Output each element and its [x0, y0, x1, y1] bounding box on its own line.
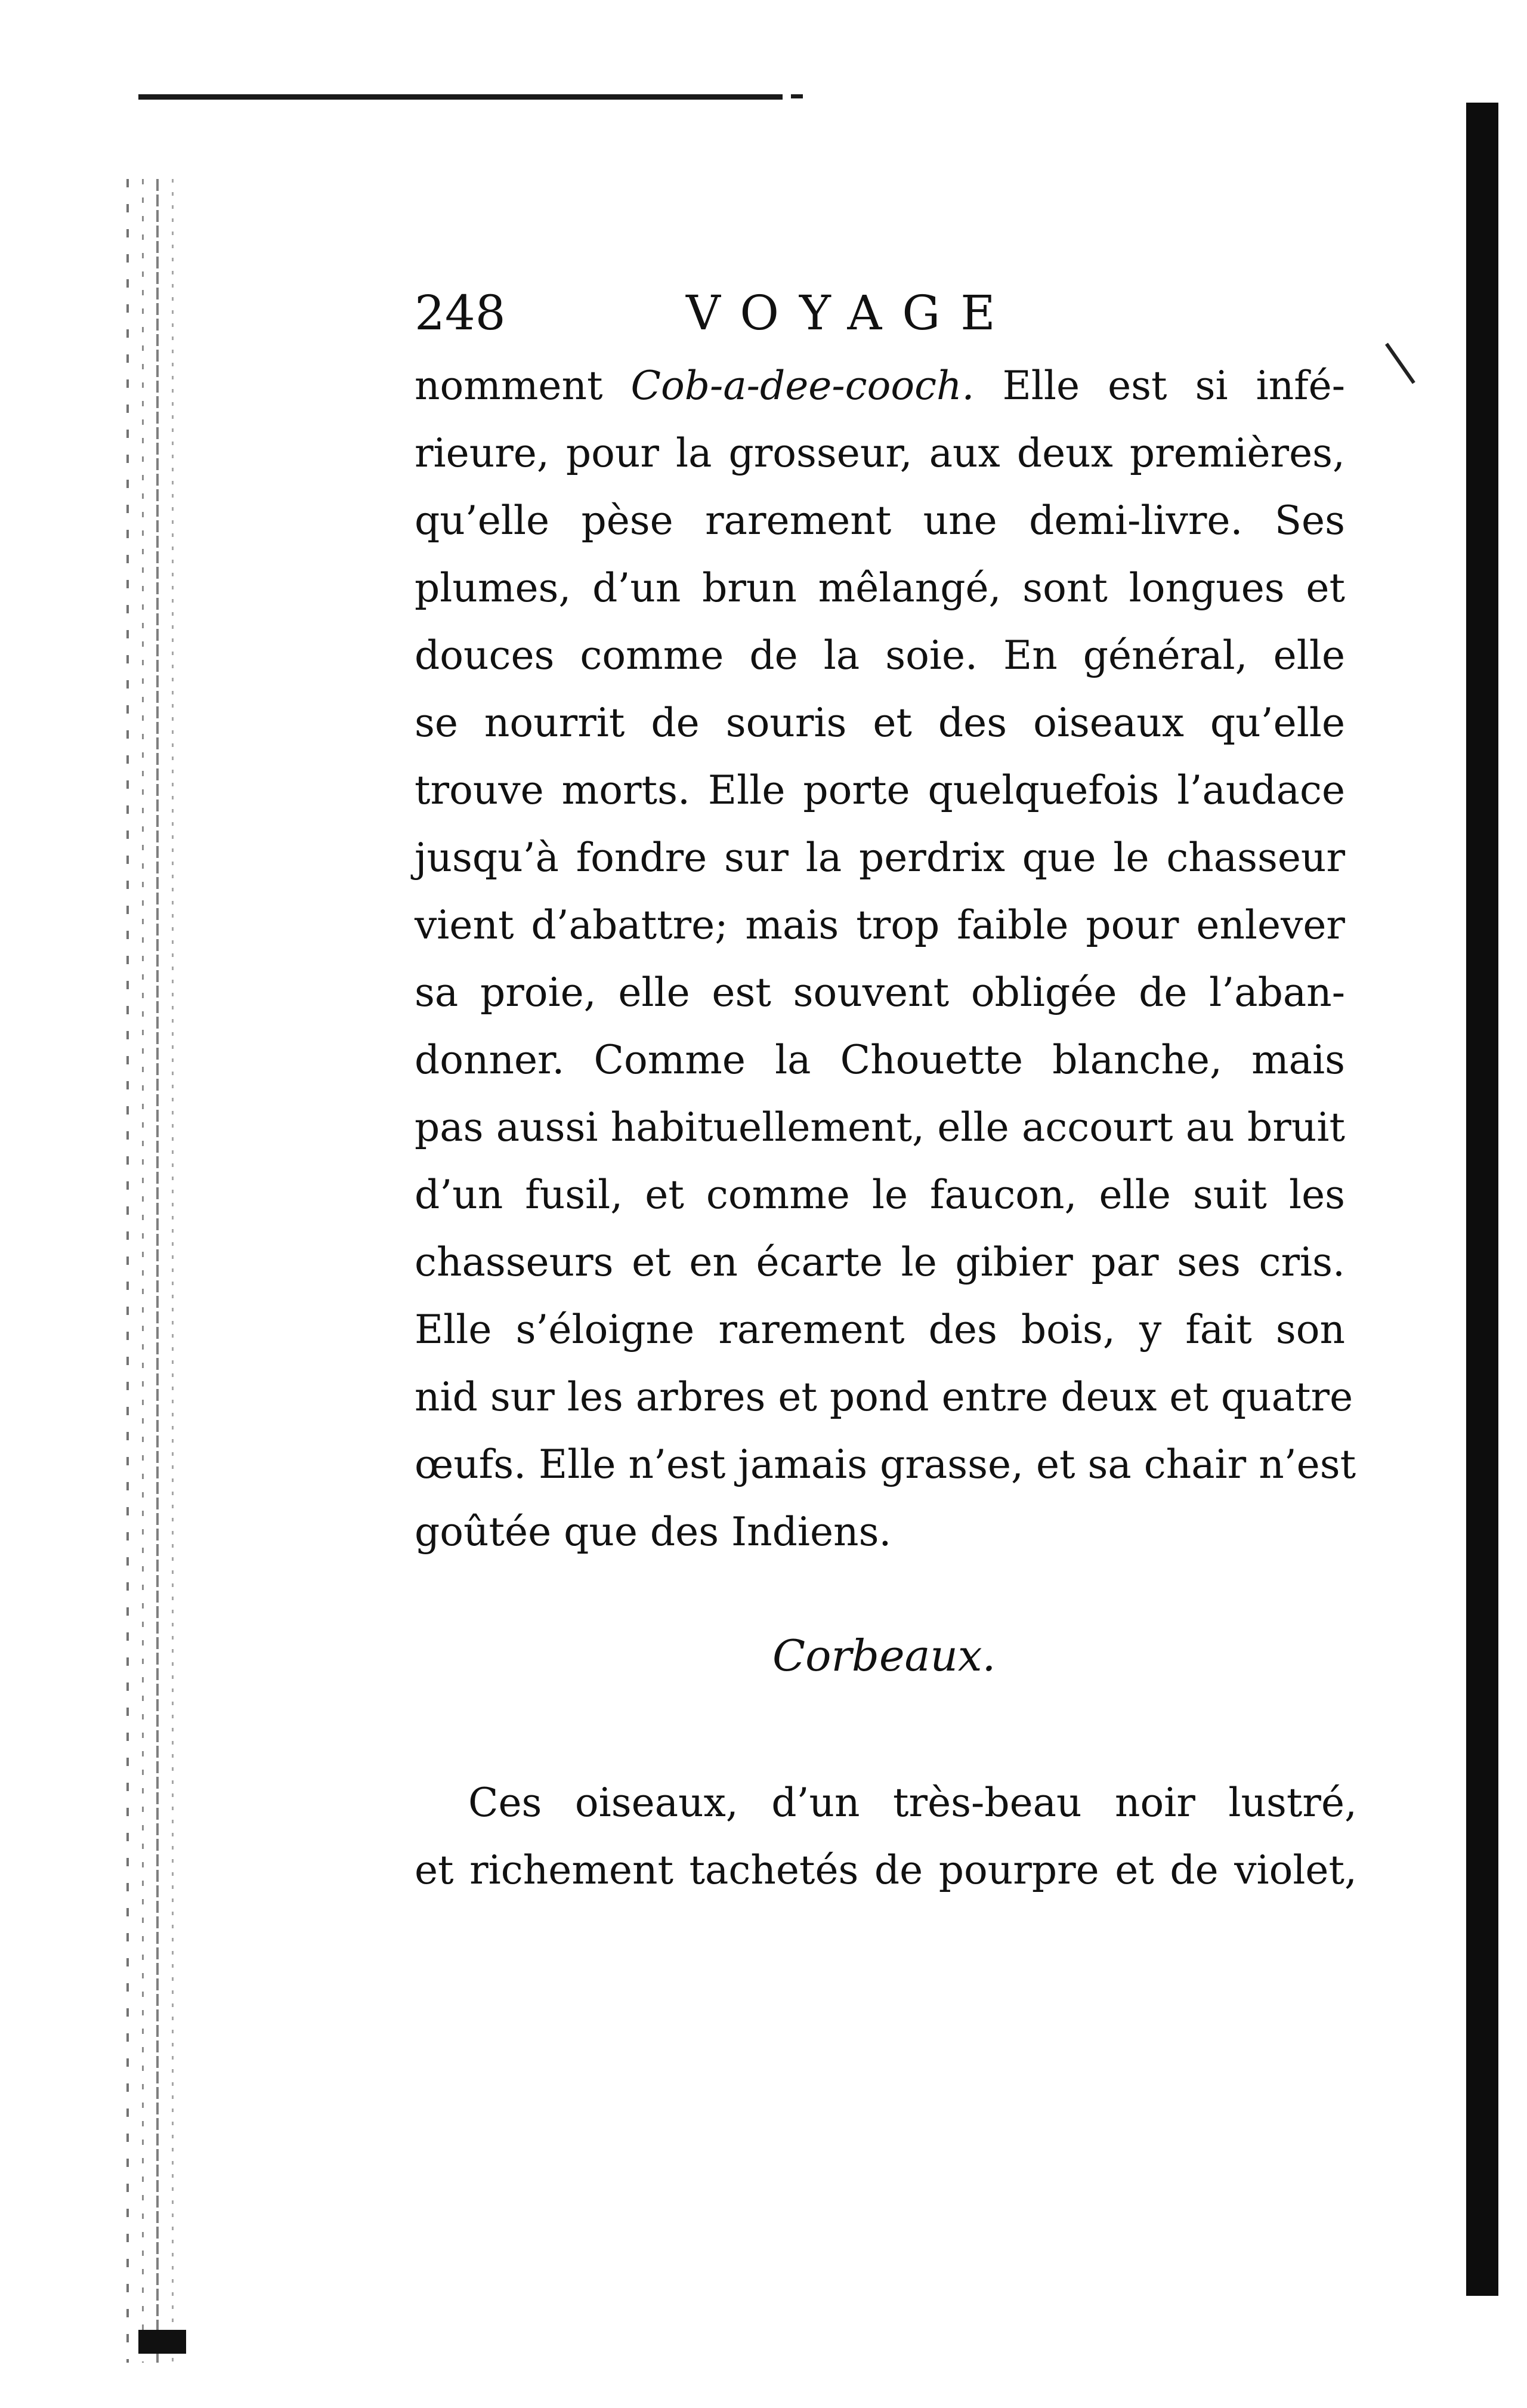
text-line: goûtée que des Indiens. [415, 1509, 892, 1555]
scan-left-edge [119, 179, 185, 2363]
scan-top-rule-tail [791, 94, 803, 98]
section-title: Corbeaux. [772, 1631, 996, 1681]
text-line: se nourrit de souris et des oiseaux qu’elle [415, 700, 1345, 746]
text-line: chasseurs et en écarte le gibier par ses cris. [415, 1239, 1345, 1285]
scan-right-edge [1466, 103, 1498, 2296]
text-line: trouve morts. Elle porte quelquefois l’audace [415, 767, 1345, 813]
text-line: nid sur les arbres et pond entre deux et quatre [415, 1374, 1353, 1420]
page-header [415, 280, 1083, 346]
scan-left-foot [138, 2330, 186, 2354]
text-line: Ces oiseaux, d’un très-beau noir lustré, [468, 1780, 1357, 1826]
line1-suffix: Elle est si infé- [974, 363, 1345, 409]
line1-prefix: nomment [415, 363, 631, 409]
line1-italic: Cob-a-dee-cooch. [630, 363, 975, 409]
scan-stroke-mark [1385, 343, 1415, 384]
text-line: douces comme de la soie. En général, elle [415, 632, 1345, 678]
text-line [415, 352, 1345, 419]
text-line: pas aussi habituellement, elle accourt au bruit [415, 1104, 1345, 1150]
text-line: Elle s’éloigne rarement des bois, y fait son [415, 1307, 1345, 1353]
text-line: plumes, d’un brun mêlangé, sont longues et [415, 565, 1345, 611]
text-line: et richement tachetés de pourpre et de violet, [415, 1847, 1357, 1893]
text-line: vient d’abattre; mais trop faible pour enlever [415, 902, 1345, 948]
scan-top-rule [138, 94, 783, 100]
text-line: donner. Comme la Chouette blanche, mais [415, 1037, 1345, 1083]
text-line: jusqu’à fondre sur la perdrix que le chasseur [415, 835, 1345, 881]
text-line: sa proie, elle est souvent obligée de l’aban- [415, 970, 1345, 1015]
page-number: 248 [415, 285, 506, 341]
text-line: rieure, pour la grosseur, aux deux premières, [415, 430, 1345, 476]
text-line: d’un fusil, et comme le faucon, elle suit les [415, 1172, 1345, 1218]
text-line: qu’elle pèse rarement une demi-livre. Ses [415, 498, 1345, 544]
paragraph-1 [415, 352, 1356, 1566]
running-head: VOYAGE [686, 285, 1016, 341]
text-line: œufs. Elle n’est jamais grasse, et sa chair n’est [415, 1441, 1356, 1487]
paragraph-2 [415, 1769, 1357, 1904]
